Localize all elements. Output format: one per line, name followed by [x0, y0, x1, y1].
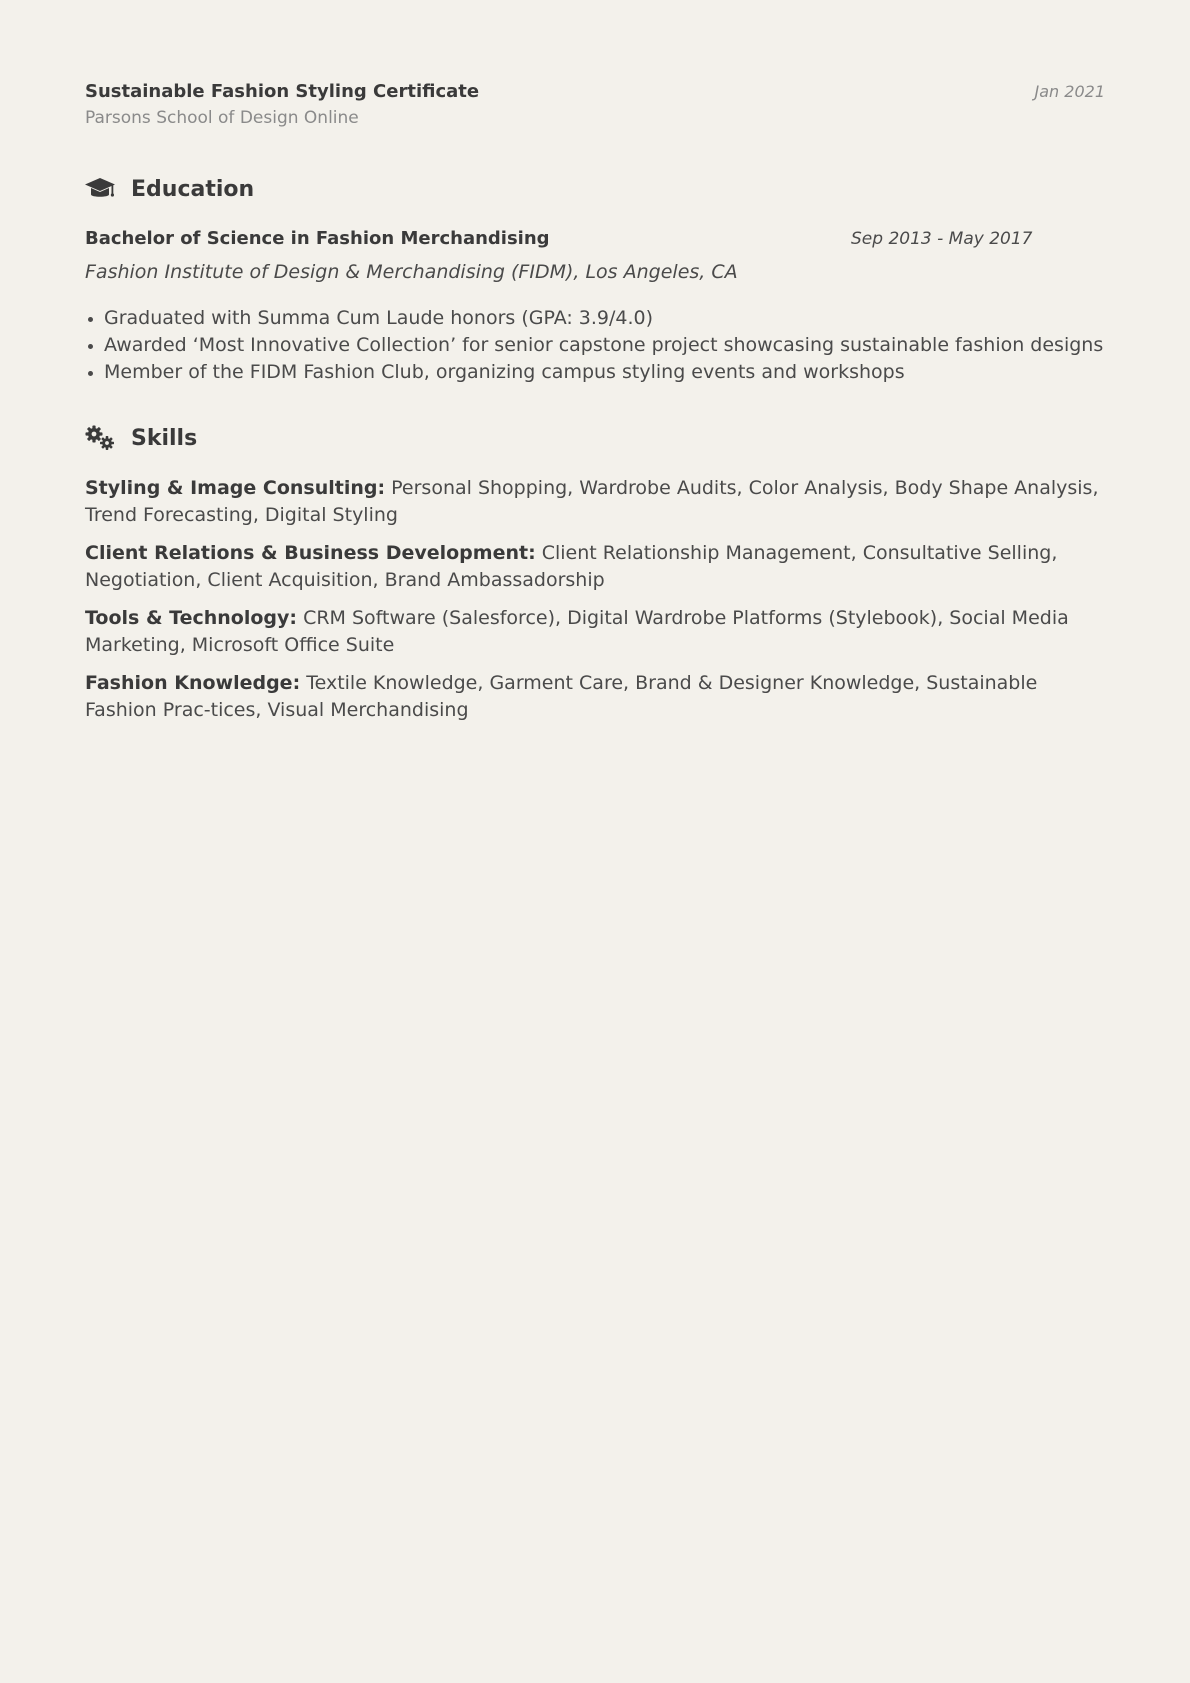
- gears-icon: [85, 423, 117, 453]
- certificate-title: Sustainable Fashion Styling Certificate: [85, 81, 480, 102]
- certificate-entry: [85, 80, 1105, 130]
- skill-category: [85, 605, 1105, 659]
- list-item: Awarded ‘Most Innovative Collection’ for senior capstone project showcasing sustainable fashion designs: [85, 332, 1105, 359]
- education-section-header: [85, 174, 254, 204]
- list-item: Graduated with Summa Cum Laude honors (GPA: 3.9/4.0): [85, 305, 1105, 332]
- skills-section-header: [85, 423, 197, 453]
- degree-title: Bachelor of Science in Fashion Merchandising: [85, 228, 550, 249]
- education-entry: [85, 226, 1105, 386]
- skill-text: Client Relationship Management, Consultative Selling, Negotiation, Client Acquisition, Brand Ambassadorship: [85, 542, 1058, 591]
- skill-category: [85, 670, 1105, 724]
- skill-category: [85, 540, 1105, 594]
- certificate-organization: Parsons School of Design Online: [85, 108, 359, 128]
- skills-heading: Skills: [131, 425, 198, 451]
- skill-label: Styling & Image Consulting:: [85, 477, 386, 499]
- school-name: Fashion Institute of Design & Merchandising (FIDM), Los Angeles, CA: [85, 261, 738, 283]
- skill-label: Tools & Technology:: [85, 607, 298, 629]
- skill-label: Client Relations & Business Development:: [85, 542, 536, 564]
- skill-text: Personal Shopping, Wardrobe Audits, Color Analysis, Body Shape Analysis, Trend Forecasting, Digital Styling: [85, 477, 1099, 526]
- skill-text: Textile Knowledge, Garment Care, Brand & Designer Knowledge, Sustainable Fashion Prac-tices, Visual Merchandising: [85, 672, 1038, 721]
- education-achievements: [85, 305, 1105, 386]
- graduation-cap-icon: [85, 174, 117, 204]
- skill-label: Fashion Knowledge:: [85, 672, 301, 694]
- education-dates: Sep 2013 - May 2017: [851, 229, 1033, 249]
- list-item: Member of the FIDM Fashion Club, organizing campus styling events and workshops: [85, 359, 1105, 386]
- skill-category: [85, 475, 1105, 529]
- skills-list: [85, 475, 1105, 735]
- certificate-date: Jan 2021: [1034, 82, 1105, 101]
- education-heading: Education: [131, 176, 255, 202]
- skill-text: CRM Software (Salesforce), Digital Wardrobe Platforms (Stylebook), Social Media Marketing, Microsoft Office Suite: [85, 607, 1069, 656]
